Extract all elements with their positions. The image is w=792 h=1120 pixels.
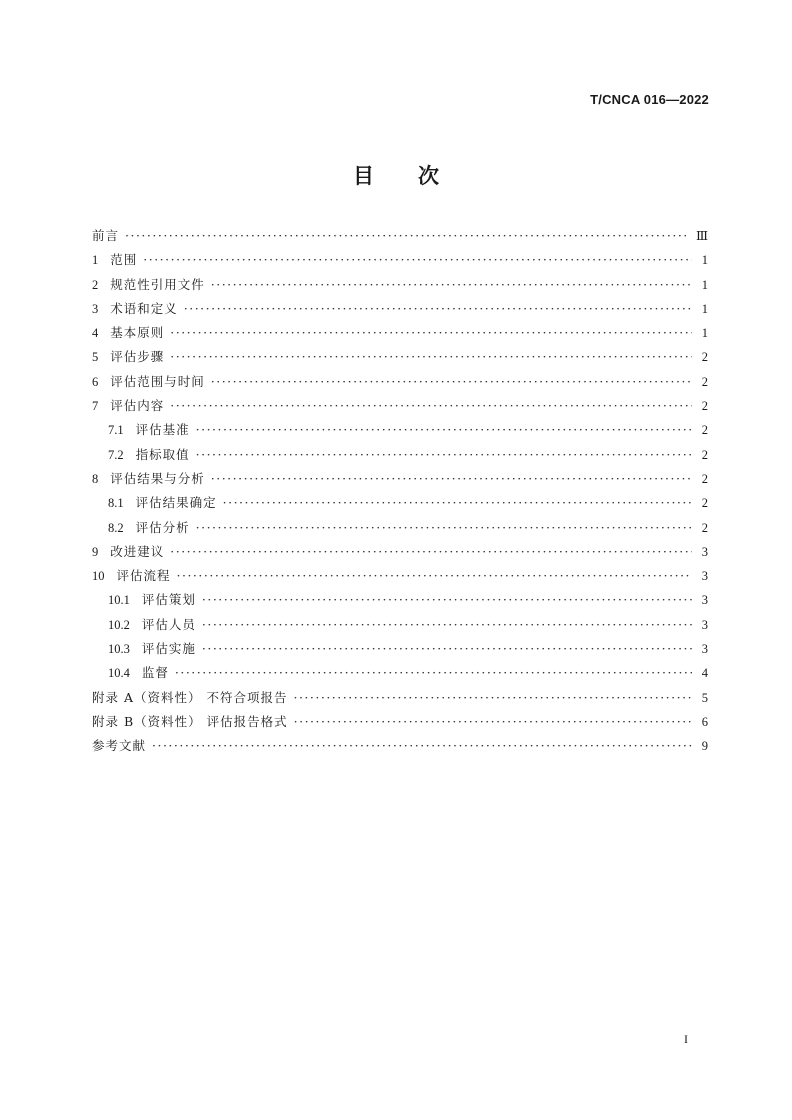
toc-entry-number: 10 bbox=[92, 569, 105, 584]
dot-leader bbox=[202, 641, 692, 656]
toc-entry-number: 8 bbox=[92, 471, 99, 486]
toc-entry[interactable] bbox=[92, 493, 708, 517]
toc-entry-page: 1 bbox=[701, 301, 708, 316]
toc-entry-label: 指标取值 bbox=[135, 446, 190, 462]
toc-entry-number: 2 bbox=[92, 277, 99, 292]
toc-entry[interactable] bbox=[92, 566, 708, 590]
toc-entry-label: 评估实施 bbox=[141, 641, 196, 657]
toc-entry[interactable] bbox=[92, 615, 708, 639]
toc-entry-label: 评估结果与分析 bbox=[110, 470, 205, 486]
toc-entry-number: 7.1 bbox=[108, 423, 124, 438]
toc-entry-page: 3 bbox=[701, 569, 708, 584]
toc-entry-number: 10.4 bbox=[108, 666, 130, 681]
toc-entry-page: 3 bbox=[701, 544, 708, 559]
toc-entry[interactable] bbox=[92, 542, 708, 566]
dot-leader bbox=[202, 617, 692, 632]
dot-leader bbox=[170, 544, 692, 559]
toc-entry-page: Ⅲ bbox=[695, 229, 708, 243]
toc-entry-number: 8.2 bbox=[108, 520, 124, 535]
dot-leader bbox=[196, 520, 692, 535]
toc-entry[interactable] bbox=[92, 590, 708, 614]
toc-entry-number: 1 bbox=[92, 253, 99, 268]
toc-entry-label: 附录 B（资料性） 评估报告格式 bbox=[92, 713, 288, 729]
dot-leader bbox=[196, 447, 692, 462]
toc-entry-page: 2 bbox=[701, 350, 708, 365]
toc-entry[interactable] bbox=[92, 736, 708, 760]
toc-entry[interactable] bbox=[92, 275, 708, 299]
dot-leader bbox=[152, 738, 692, 753]
toc-entry-page: 1 bbox=[701, 326, 708, 341]
toc-entry-page: 2 bbox=[701, 520, 708, 535]
dot-leader bbox=[175, 665, 692, 680]
toc-entry-label: 监督 bbox=[141, 665, 169, 681]
toc-entry-label: 术语和定义 bbox=[110, 300, 178, 316]
toc-entry[interactable] bbox=[92, 226, 708, 250]
toc-entry-page: 2 bbox=[701, 399, 708, 414]
page-number: I bbox=[684, 1032, 688, 1046]
toc-entry[interactable] bbox=[92, 663, 708, 687]
title-char-1: 目 bbox=[353, 164, 374, 188]
toc-entry-label: 规范性引用文件 bbox=[110, 276, 205, 292]
dot-leader bbox=[196, 422, 692, 437]
toc-entry-number: 4 bbox=[92, 326, 99, 341]
toc-entry-label: 评估流程 bbox=[116, 568, 171, 584]
page-title bbox=[0, 160, 792, 190]
toc-entry[interactable] bbox=[92, 420, 708, 444]
dot-leader bbox=[211, 277, 692, 292]
toc-entry[interactable] bbox=[92, 518, 708, 542]
toc-entry-page: 5 bbox=[701, 690, 708, 705]
toc-entry[interactable] bbox=[92, 299, 708, 323]
toc-entry-number: 7 bbox=[92, 399, 99, 414]
toc-entry-page: 3 bbox=[701, 642, 708, 657]
dot-leader bbox=[170, 398, 692, 413]
toc-entry-label: 附录 A（资料性） 不符合项报告 bbox=[92, 689, 288, 705]
toc-entry-label: 评估分析 bbox=[135, 519, 190, 535]
dot-leader bbox=[293, 690, 692, 705]
title-char-2: 次 bbox=[418, 164, 439, 188]
toc-entry[interactable] bbox=[92, 688, 708, 712]
toc-entry[interactable] bbox=[92, 712, 708, 736]
toc-entry-page: 2 bbox=[701, 423, 708, 438]
toc-entry-page: 1 bbox=[701, 253, 708, 268]
toc-entry-number: 10.3 bbox=[108, 642, 130, 657]
dot-leader bbox=[211, 374, 692, 389]
toc-entry-page: 3 bbox=[701, 617, 708, 632]
toc-entry-number: 5 bbox=[92, 350, 99, 365]
toc-entry-label: 评估基准 bbox=[135, 422, 190, 438]
toc-entry-number: 10.1 bbox=[108, 593, 130, 608]
toc-entry-page: 2 bbox=[701, 374, 708, 389]
toc-entry-page: 9 bbox=[701, 739, 708, 754]
toc-entry-page: 6 bbox=[701, 714, 708, 729]
dot-leader bbox=[211, 471, 692, 486]
dot-leader bbox=[170, 325, 692, 340]
toc-entry-label: 基本原则 bbox=[110, 325, 165, 341]
toc-entry-number: 10.2 bbox=[108, 617, 130, 632]
toc-entry-label: 评估人员 bbox=[141, 616, 196, 632]
dot-leader bbox=[202, 592, 692, 607]
toc-entry[interactable] bbox=[92, 445, 708, 469]
toc-entry-label: 参考文献 bbox=[92, 738, 147, 754]
toc-entry-label: 评估策划 bbox=[141, 592, 196, 608]
dot-leader bbox=[125, 228, 690, 243]
toc-entry-label: 评估结果确定 bbox=[135, 495, 217, 511]
toc-entry-label: 评估范围与时间 bbox=[110, 373, 205, 389]
dot-leader bbox=[143, 252, 692, 267]
toc-entry-page: 3 bbox=[701, 593, 708, 608]
toc-entry-label: 范围 bbox=[110, 252, 138, 268]
standard-code: T/CNCA 016—2022 bbox=[590, 92, 709, 107]
toc-entry-page: 2 bbox=[701, 471, 708, 486]
dot-leader bbox=[294, 714, 692, 729]
table-of-contents bbox=[92, 226, 708, 761]
toc-entry-number: 9 bbox=[92, 544, 99, 559]
dot-leader bbox=[223, 495, 692, 510]
toc-entry-number: 3 bbox=[92, 301, 99, 316]
toc-entry[interactable] bbox=[92, 250, 708, 274]
dot-leader bbox=[170, 349, 692, 364]
toc-entry[interactable] bbox=[92, 639, 708, 663]
toc-entry[interactable] bbox=[92, 323, 708, 347]
toc-entry[interactable] bbox=[92, 372, 708, 396]
dot-leader bbox=[177, 568, 692, 583]
toc-entry-page: 4 bbox=[701, 666, 708, 681]
toc-entry-label: 改进建议 bbox=[110, 543, 165, 559]
toc-entry-label: 前言 bbox=[92, 228, 120, 243]
toc-entry-label: 评估内容 bbox=[110, 398, 165, 414]
toc-entry[interactable] bbox=[92, 469, 708, 493]
toc-entry-number: 8.1 bbox=[108, 496, 124, 511]
toc-entry-page: 2 bbox=[701, 496, 708, 511]
toc-entry[interactable] bbox=[92, 396, 708, 420]
toc-entry-label: 评估步骤 bbox=[110, 349, 165, 365]
toc-entry-number: 6 bbox=[92, 374, 99, 389]
toc-entry-page: 1 bbox=[701, 277, 708, 292]
toc-entry-page: 2 bbox=[701, 447, 708, 462]
toc-entry-number: 7.2 bbox=[108, 447, 124, 462]
dot-leader bbox=[184, 301, 692, 316]
toc-entry[interactable] bbox=[92, 347, 708, 371]
